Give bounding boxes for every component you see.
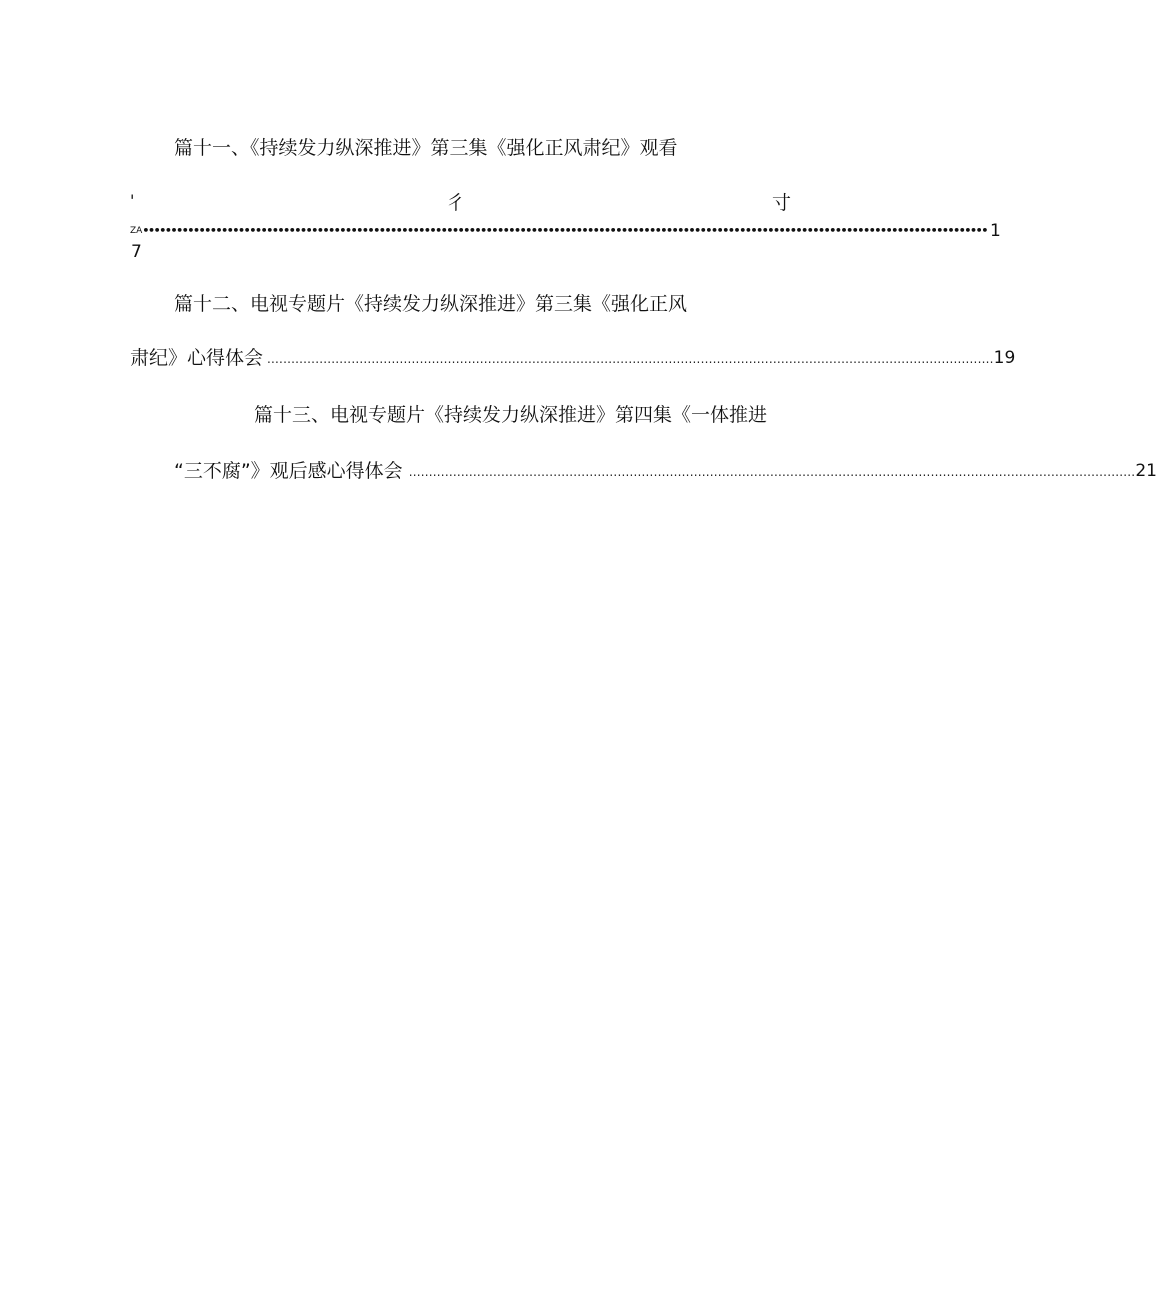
- toc-entry-13-page-number: 21: [1135, 461, 1157, 481]
- toc-entry-13-title-line1: 篇十三、电视专题片《持续发力纵深推进》第四集《一体推进: [254, 404, 768, 426]
- toc-entry-13-dot-leader: .....................................................................................................................................................................................: [408, 465, 1136, 479]
- toc-entry-11-fragment-mid: 彳: [446, 192, 466, 214]
- toc-entry-12-title-line1: 篇十二、电视专题片《持续发力纵深推进》第三集《强化正风: [174, 293, 688, 315]
- toc-entry-12-title-line2: 肃纪》心得体会: [130, 347, 264, 369]
- toc-entry-11-page-part1: 1: [989, 221, 1001, 241]
- toc-entry-11-page-part2: 7: [131, 242, 142, 262]
- toc-entry-12-leader-row: [130, 346, 1016, 370]
- toc-entry-13-leader-row: [174, 459, 1157, 483]
- toc-entry-11-dot-leader: ••••••••••••••••••••••••••••••••••••••••••••••••••••••••••••••••••••••••••••••••••••••••••••••••••••••••••••••••••••••••••••••••••••••••••••••••••••••: [142, 224, 987, 237]
- toc-entry-11-fragment-small: ZA: [130, 226, 143, 236]
- toc-entry-13-title-line2: “三不腐”》观后感心得体会: [174, 460, 403, 482]
- toc-entry-12-dot-leader: .....................................................................................................................................................................................: [267, 352, 994, 366]
- toc-entry-11-fragment-right: 寸: [772, 192, 792, 214]
- toc-entry-12-page-number: 19: [993, 348, 1016, 368]
- toc-entry-11-title: 篇十一、《持续发力纵深推进》第三集《强化正风肃纪》观看: [174, 137, 678, 159]
- toc-entry-11-leader-row: [130, 221, 1001, 241]
- toc-entry-11-fragment-quote: ': [130, 191, 135, 210]
